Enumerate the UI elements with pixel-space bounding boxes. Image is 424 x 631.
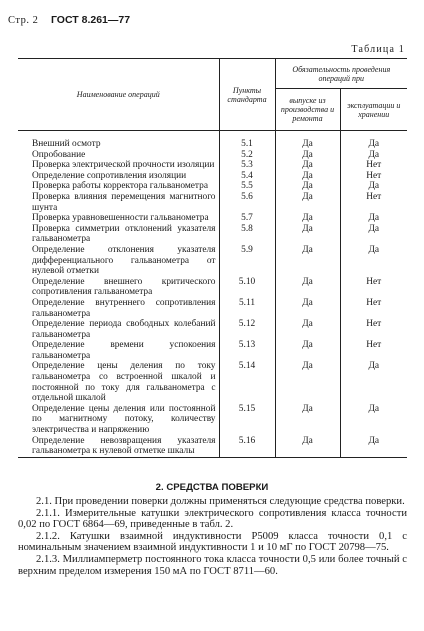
cell-item: 5.11 [219,298,275,319]
cell-item: 5.14 [219,361,275,403]
cell-item: 5.13 [219,340,275,361]
table-caption: Таблица 1 [351,44,405,55]
column-header-release: выпуске из производства и ремонта [275,89,340,131]
table-row [18,160,407,171]
table-row [18,298,407,319]
cell-storage: Нет [366,191,382,202]
cell-storage: Да [368,361,380,372]
cell-release: Да [275,319,340,340]
cell-release: Да [275,298,340,319]
paragraph: 2.1.2. Катушки взаимной индуктивности Р5009 класса точности 0,1 с номинальным значением взаимной индуктивности 1 и 10 мГ по ГОСТ 20798—75. [18,530,407,554]
table-row [18,319,407,340]
page-header [8,14,130,26]
cell-operation: Определение времени успокоения гальванометра [18,340,219,361]
cell-operation: Опробование [18,150,219,161]
cell-operation: Определение невозвращения указателя гальванометра к нулевой отметке шкалы [18,436,219,458]
cell-storage: Да [368,244,380,255]
cell-storage: Нет [366,276,382,287]
section-title: 2. СРЕДСТВА ПОВЕРКИ [155,482,269,493]
cell-operation: Определение сопротивления изоляции [18,171,219,182]
cell-release: Да [275,277,340,298]
cell-item: 5.8 [219,224,275,245]
cell-release: Да [275,436,340,458]
table-row [18,340,407,361]
cell-operation: Проверка электрической прочности изоляции [18,160,219,171]
cell-operation: Проверка уравновешенности гальванометра [18,213,219,224]
cell-release: Да [275,160,340,171]
cell-item: 5.1 [219,131,275,150]
table-row [18,192,407,213]
cell-operation: Определение цены деления по току гальванометра со встроенной шкалой и постоянной по току для гальванометра с отдельной шкалой [18,361,219,403]
cell-operation: Определение отклонения указателя дифференциального гальванометра от нулевой отметки [18,245,219,277]
cell-storage: Да [340,436,407,458]
table-row [18,277,407,298]
cell-storage: Да [368,213,380,224]
table-row [18,131,407,150]
table-row [18,224,407,245]
cell-release: Да [275,150,340,161]
table-row [18,213,407,224]
page-number: Стр. 2 [8,15,39,26]
cell-storage: Нет [366,297,382,308]
cell-release: Да [275,340,340,361]
cell-operation: Проверка влияния перемещения магнитного шунта [18,192,219,213]
cell-storage: Нет [366,170,382,181]
cell-item: 5.16 [219,436,275,458]
cell-release: Да [275,213,340,224]
table-row [18,245,407,277]
cell-release: Да [275,224,340,245]
cell-storage: Да [368,149,380,160]
section-body [18,496,407,577]
cell-item: 5.7 [219,213,275,224]
table-row [18,361,407,403]
cell-storage: Нет [366,160,382,171]
table-body [18,131,407,458]
cell-release: Да [275,245,340,277]
standard-number: ГОСТ 8.261—77 [50,14,131,26]
cell-item: 5.3 [219,160,275,171]
column-header-storage: эксплуатации и хранении [340,89,407,131]
column-header-item: Пункты стандарта [219,59,275,131]
cell-operation: Определение периода свободных колебаний гальванометра [18,319,219,340]
cell-operation: Определение внешнего критического сопротивления гальванометра [18,277,219,298]
table-row [18,181,407,192]
cell-item: 5.9 [219,245,275,277]
operations-table [18,58,407,458]
table-row [18,171,407,182]
cell-item: 5.2 [219,150,275,161]
paragraph: 2.1.1. Измерительные катушки электрического сопротивления класса точности 0,02 по ГОСТ 6864—69, приведенные в табл. 2. [18,507,407,531]
cell-operation: Внешний осмотр [18,131,219,150]
cell-item: 5.10 [219,277,275,298]
paragraph: 2.1. При проведении поверки должны применяться следующие средства поверки. [36,496,405,507]
cell-release: Да [275,404,340,436]
column-header-operation: Наименование операций [18,59,219,131]
cell-release: Да [275,181,340,192]
cell-release: Да [275,131,340,150]
cell-operation: Проверка работы корректора гальванометра [18,181,219,192]
cell-storage: Да [368,223,380,234]
cell-item: 5.5 [219,181,275,192]
cell-storage: Нет [366,319,382,330]
cell-storage: Да [368,403,380,414]
cell-storage: Нет [366,340,382,351]
cell-item: 5.12 [219,319,275,340]
cell-release: Да [275,192,340,213]
table-row [18,150,407,161]
cell-release: Да [275,171,340,182]
cell-storage: Да [368,181,380,192]
cell-storage: Да [368,139,380,149]
table-row [18,436,407,458]
paragraph: 2.1.3. Миллиамперметр постоянного тока класса точности 0,5 или более точный с верхним пределом измерения 150 мА по ГОСТ 8711—60. [18,553,407,577]
cell-item: 5.6 [219,192,275,213]
table-row [18,404,407,436]
cell-operation: Определение цены деления или постоянной по магнитному потоку, количеству электричества и напряжению [18,404,219,436]
cell-item: 5.15 [219,404,275,436]
cell-operation: Определение внутреннего сопротивления гальванометра [18,298,219,319]
column-header-required: Обязательность проведения операций при [275,59,407,89]
cell-operation: Проверка симметрии отклонений указателя гальванометра [18,224,219,245]
cell-release: Да [275,361,340,403]
cell-item: 5.4 [219,171,275,182]
